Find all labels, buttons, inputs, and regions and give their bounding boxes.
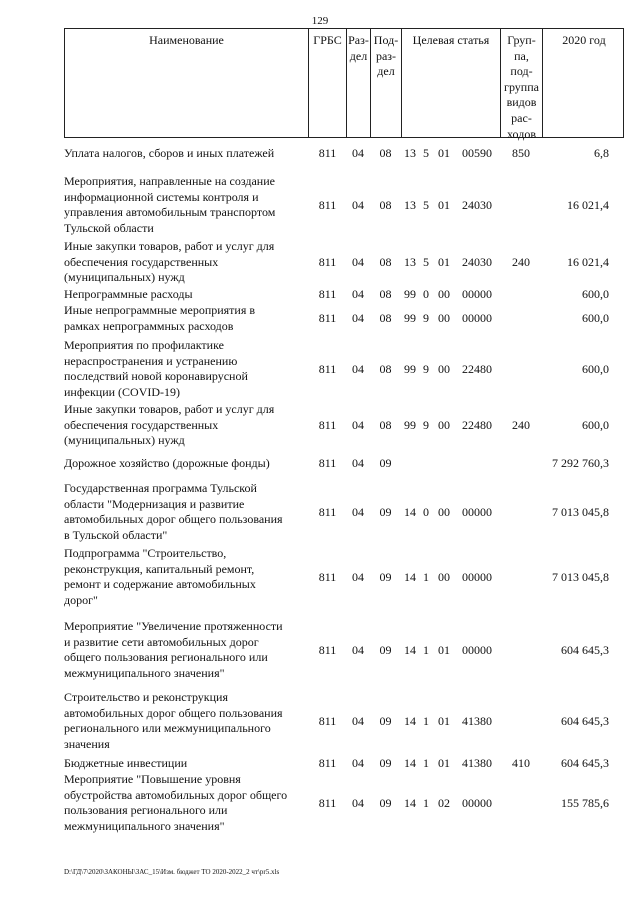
row-name <box>64 174 309 237</box>
cell-rz: 04 <box>352 254 364 269</box>
row-name-line: и развитие сети автомобильных дорог <box>64 634 259 649</box>
cell-c1: 14 <box>404 569 416 584</box>
row-name <box>64 690 309 753</box>
row-name-line: Мероприятие "Повышение уровня <box>64 772 241 786</box>
cell-amount: 600,0 <box>582 417 609 432</box>
cell-c1: 13 <box>404 254 416 269</box>
cell-c1: 99 <box>404 417 416 432</box>
cell-pr: 08 <box>379 254 392 269</box>
cell-c2: 0 <box>423 287 429 301</box>
cell-c2: 9 <box>423 417 429 432</box>
cell-c1: 13 <box>404 146 416 160</box>
cell-grbs: 811 <box>318 310 337 325</box>
cell-amount: 604 645,3 <box>561 642 609 657</box>
table-row <box>64 402 624 449</box>
cell-c4: 00000 <box>462 310 492 325</box>
cell-c2: 1 <box>423 713 429 728</box>
row-name-line: в Тульской области" <box>64 528 168 543</box>
row-name <box>64 756 309 772</box>
row-name-line: значения <box>64 737 110 752</box>
table-row <box>64 546 624 609</box>
cell-rz: 04 <box>352 146 364 160</box>
cell-c1: 14 <box>404 504 416 519</box>
cell-amount: 16 021,4 <box>567 254 609 269</box>
cell-amount: 7 013 045,8 <box>552 569 609 584</box>
cell-c4: 00000 <box>462 642 492 657</box>
cell-c4: 22480 <box>462 361 492 376</box>
cell-c2: 1 <box>423 795 429 810</box>
cell-c4: 00000 <box>462 504 492 519</box>
cell-c2: 1 <box>423 569 429 584</box>
row-name <box>64 456 309 472</box>
cell-vr: 240 <box>512 417 530 432</box>
cell-rz: 04 <box>352 795 364 810</box>
cell-grbs: 811 <box>318 417 337 432</box>
row-name-line: обустройства автомобильных дорог общего <box>64 787 288 802</box>
cell-c1: 99 <box>404 287 416 301</box>
cell-grbs: 811 <box>318 197 337 212</box>
table-row <box>64 303 624 334</box>
file-path-footer: D:\ГД\7\2020\ЗАКОНЫ\ЗАС_15\Изм. бюджет ТО 2020-2022_2 чт\pr5.xls <box>64 868 280 876</box>
row-name-line: Дорожное хозяйство (дорожные фонды) <box>64 456 270 470</box>
table-row <box>64 338 624 401</box>
row-name <box>64 338 309 401</box>
cell-grbs: 811 <box>318 756 337 770</box>
table-row <box>64 174 624 237</box>
cell-rz: 04 <box>352 361 364 376</box>
cell-pr: 08 <box>379 146 392 160</box>
row-name-line: межмуниципального значения" <box>64 666 225 681</box>
cell-rz: 04 <box>352 642 364 657</box>
cell-grbs: 811 <box>318 361 337 376</box>
row-name-line: пользования регионального или <box>64 803 228 818</box>
cell-c4: 22480 <box>462 417 492 432</box>
cell-rz: 04 <box>352 756 364 770</box>
row-name-line: Непрограммные расходы <box>64 287 193 301</box>
header-year: 2020 год <box>562 33 606 47</box>
cell-c2: 0 <box>423 504 429 519</box>
row-name <box>64 239 309 286</box>
cell-rz: 04 <box>352 713 364 728</box>
cell-pr: 09 <box>379 569 392 584</box>
cell-amount: 600,0 <box>582 310 609 325</box>
cell-c1: 13 <box>404 197 416 212</box>
cell-c2: 5 <box>423 146 429 160</box>
row-name <box>64 481 309 544</box>
row-name <box>64 303 309 334</box>
table-row <box>64 481 624 544</box>
cell-c2: 1 <box>423 756 429 770</box>
cell-rz: 04 <box>352 197 364 212</box>
cell-grbs: 811 <box>318 287 337 301</box>
cell-grbs: 811 <box>318 146 337 160</box>
row-name-line: инфекции (COVID-19) <box>64 385 181 400</box>
row-name-line: автомобильных дорог общего пользования <box>64 705 283 720</box>
row-name-line: Мероприятие "Увеличение протяженности <box>64 619 283 633</box>
cell-pr: 08 <box>379 287 392 301</box>
cell-amount: 7 013 045,8 <box>552 504 609 519</box>
cell-c3: 01 <box>438 254 450 269</box>
table-header <box>64 28 624 141</box>
cell-amount: 604 645,3 <box>561 713 609 728</box>
row-name-line: Тульской области <box>64 221 154 236</box>
cell-c4: 41380 <box>462 756 492 770</box>
row-name <box>64 402 309 449</box>
row-name-line: Бюджетные инвестиции <box>64 756 188 770</box>
cell-grbs: 811 <box>318 456 337 470</box>
cell-rz: 04 <box>352 417 364 432</box>
row-name-line: Уплата налогов, сборов и иных платежей <box>64 146 275 160</box>
header-group: Груп- па, под- группа видов рас- ходов <box>501 29 543 137</box>
row-name-line: (муниципальных) нужд <box>64 433 185 448</box>
cell-c3: 00 <box>438 569 450 584</box>
cell-c2: 1 <box>423 642 429 657</box>
table-row <box>64 690 624 753</box>
row-name-line: регионального или межмуниципального <box>64 721 271 736</box>
cell-c4: 00590 <box>462 146 492 160</box>
row-name-line: обеспечения государственных <box>64 417 219 432</box>
row-name-line: нераспространения и устранению <box>64 353 238 368</box>
cell-c4: 41380 <box>462 713 492 728</box>
cell-amount: 6,8 <box>594 146 609 160</box>
cell-amount: 600,0 <box>582 361 609 376</box>
cell-c3: 00 <box>438 417 450 432</box>
row-name-line: рамках непрограммных расходов <box>64 318 234 333</box>
row-name-line: реконструкция, капитальный ремонт, <box>64 561 255 576</box>
cell-c4: 00000 <box>462 569 492 584</box>
table-row <box>64 756 624 772</box>
cell-c4: 00000 <box>462 287 492 301</box>
row-name-line: области "Модернизация и развитие <box>64 496 245 511</box>
cell-vr: 850 <box>512 146 530 160</box>
cell-c3: 00 <box>438 504 450 519</box>
row-name <box>64 546 309 609</box>
cell-c4: 00000 <box>462 795 492 810</box>
cell-rz: 04 <box>352 504 364 519</box>
cell-pr: 09 <box>379 504 392 519</box>
cell-vr: 240 <box>512 254 530 269</box>
cell-c1: 99 <box>404 310 416 325</box>
cell-c1: 14 <box>404 642 416 657</box>
cell-c2: 5 <box>423 254 429 269</box>
cell-grbs: 811 <box>318 713 337 728</box>
page-number: 129 <box>311 15 329 27</box>
cell-pr: 09 <box>379 756 392 770</box>
row-name-line: Мероприятия, направленные на создание <box>64 174 275 188</box>
row-name-line: Иные закупки товаров, работ и услуг для <box>64 239 275 253</box>
header-grbs: ГРБС <box>309 29 347 137</box>
cell-pr: 09 <box>379 456 392 470</box>
header-name: Наименование <box>65 29 309 137</box>
cell-pr: 09 <box>379 795 392 810</box>
row-name <box>64 619 309 682</box>
table-row <box>64 619 624 682</box>
table-row <box>64 146 624 162</box>
cell-rz: 04 <box>352 456 364 470</box>
cell-grbs: 811 <box>318 569 337 584</box>
row-name-line: информационной системы контроля и <box>64 189 259 204</box>
cell-rz: 04 <box>352 310 364 325</box>
cell-c3: 00 <box>438 310 450 325</box>
cell-c3: 00 <box>438 361 450 376</box>
cell-c1: 14 <box>404 795 416 810</box>
table-row <box>64 239 624 286</box>
cell-c3: 01 <box>438 756 450 770</box>
cell-c4: 24030 <box>462 254 492 269</box>
row-name-line: последствий новой коронавирусной <box>64 369 248 384</box>
cell-c1: 14 <box>404 756 416 770</box>
cell-rz: 04 <box>352 287 364 301</box>
row-name-line: (муниципальных) нужд <box>64 270 185 285</box>
cell-c2: 9 <box>423 310 429 325</box>
cell-grbs: 811 <box>318 642 337 657</box>
cell-c1: 99 <box>404 361 416 376</box>
row-name <box>64 772 309 835</box>
cell-rz: 04 <box>352 569 364 584</box>
cell-pr: 08 <box>379 361 392 376</box>
cell-c3: 01 <box>438 197 450 212</box>
row-name-line: Государственная программа Тульской <box>64 481 257 495</box>
row-name-line: Иные закупки товаров, работ и услуг для <box>64 402 275 416</box>
row-name-line: Строительство и реконструкция <box>64 690 228 704</box>
row-name <box>64 146 309 162</box>
header-razdel: Раз- дел <box>347 29 371 137</box>
cell-grbs: 811 <box>318 504 337 519</box>
row-name-line: Мероприятия по профилактике <box>64 338 224 352</box>
row-name-line: Подпрограмма "Строительство, <box>64 546 227 560</box>
cell-pr: 08 <box>379 197 392 212</box>
cell-pr: 09 <box>379 642 392 657</box>
row-name-line: общего пользования регионального или <box>64 650 268 665</box>
table-row <box>64 456 624 472</box>
cell-c3: 01 <box>438 146 450 160</box>
row-name-line: автомобильных дорог общего пользования <box>64 512 283 527</box>
row-name <box>64 287 309 303</box>
table-row <box>64 287 624 303</box>
row-name-line: дорог" <box>64 593 98 608</box>
cell-amount: 604 645,3 <box>561 756 609 770</box>
cell-c3: 01 <box>438 713 450 728</box>
cell-c3: 00 <box>438 287 450 301</box>
table-row <box>64 772 624 835</box>
header-podrazdel: Под- раз- дел <box>371 29 402 137</box>
cell-amount: 600,0 <box>582 287 609 301</box>
row-name-line: ремонт и содержание автомобильных <box>64 577 256 592</box>
cell-c4: 24030 <box>462 197 492 212</box>
row-name-line: обеспечения государственных <box>64 254 219 269</box>
cell-pr: 08 <box>379 417 392 432</box>
cell-pr: 09 <box>379 713 392 728</box>
cell-c3: 02 <box>438 795 450 810</box>
cell-amount: 7 292 760,3 <box>552 456 609 470</box>
row-name-line: межмуниципального значения" <box>64 819 225 834</box>
cell-grbs: 811 <box>318 795 337 810</box>
cell-c1: 14 <box>404 713 416 728</box>
cell-pr: 08 <box>379 310 392 325</box>
cell-c2: 9 <box>423 361 429 376</box>
row-name-line: Иные непрограммные мероприятия в <box>64 303 256 317</box>
cell-vr: 410 <box>512 756 530 770</box>
row-name-line: управления автомобильным транспортом <box>64 205 276 220</box>
cell-grbs: 811 <box>318 254 337 269</box>
cell-amount: 16 021,4 <box>567 197 609 212</box>
cell-amount: 155 785,6 <box>561 795 609 810</box>
cell-c3: 01 <box>438 642 450 657</box>
cell-c2: 5 <box>423 197 429 212</box>
header-target: Целевая статья <box>402 29 501 137</box>
